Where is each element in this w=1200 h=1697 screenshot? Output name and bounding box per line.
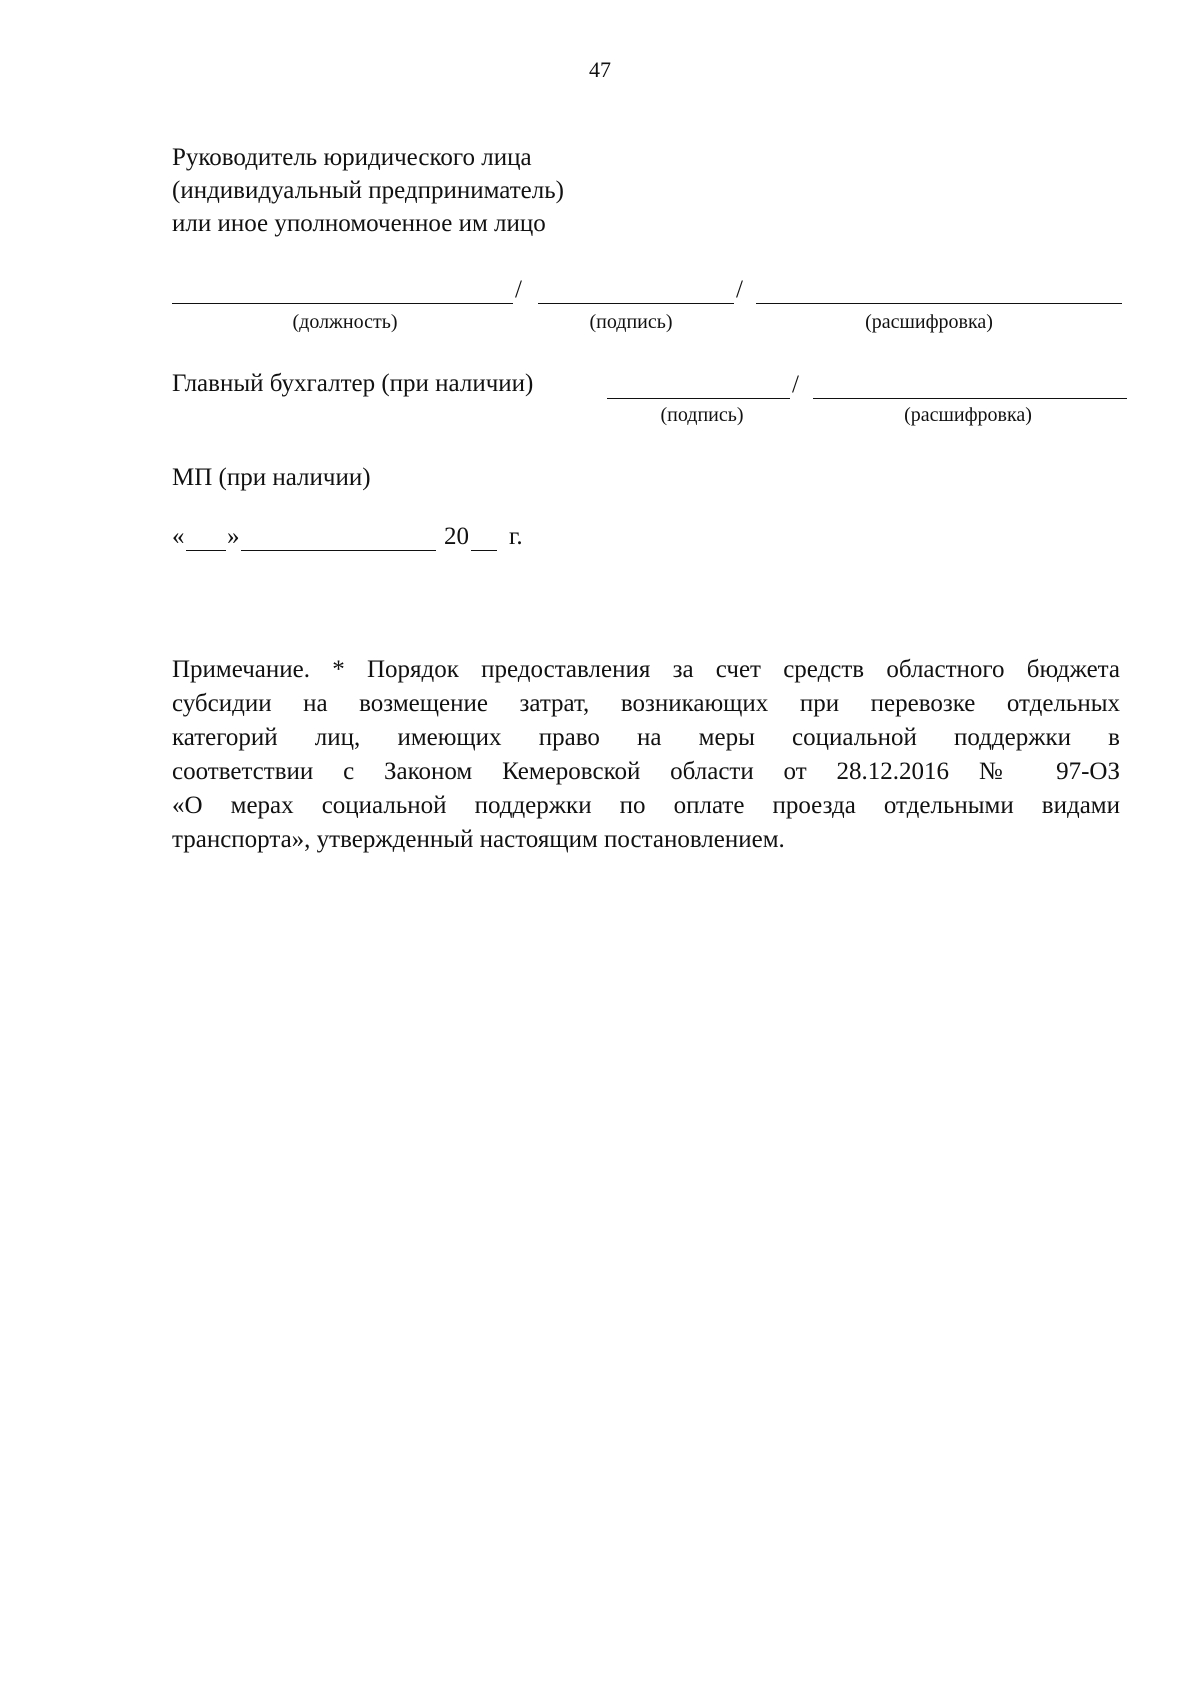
date-open-quote: « (172, 523, 185, 550)
signer-title-line-1: Руководитель юридического лица (172, 144, 532, 171)
position-field[interactable] (172, 277, 513, 304)
year-field[interactable] (471, 524, 497, 551)
signature-field[interactable] (538, 277, 734, 304)
note-line: соответствии с Законом Кемеровской области от 28.12.2016 № 97-ОЗ (172, 758, 1120, 785)
accountant-signature-field[interactable] (607, 372, 790, 399)
note-line: категорий лиц, имеющих право на меры социальной поддержки в (172, 724, 1120, 751)
position-caption: (должность) (292, 311, 398, 333)
signature-row (172, 277, 1122, 313)
accountant-decoding-field[interactable] (813, 372, 1127, 399)
date-close-quote: » (227, 523, 240, 550)
page-number: 47 (589, 57, 611, 82)
note-line: субсидии на возмещение затрат, возникающих при перевозке отдельных (172, 690, 1120, 717)
separator-slash: / (736, 276, 743, 303)
decoding-field[interactable] (756, 277, 1122, 304)
year-suffix: г. (509, 523, 523, 550)
stamp-label: МП (при наличии) (172, 464, 371, 491)
separator-slash: / (515, 276, 522, 303)
signature-caption: (подпись) (589, 311, 673, 333)
signer-title-line-2: (индивидуальный предприниматель) (172, 177, 564, 204)
month-field[interactable] (241, 524, 436, 551)
signer-title-line-3: или иное уполномоченное им лицо (172, 210, 546, 237)
note-paragraph (172, 653, 1120, 857)
accountant-signature-caption: (подпись) (660, 404, 744, 426)
day-field[interactable] (186, 524, 226, 551)
accountant-decoding-caption: (расшифровка) (904, 404, 1032, 426)
separator-slash: / (792, 371, 799, 398)
signer-title-block (172, 141, 564, 240)
note-line: Примечание. * Порядок предоставления за счет средств областного бюджета (172, 656, 1120, 683)
year-prefix: 20 (444, 523, 469, 550)
accountant-label: Главный бухгалтер (при наличии) (172, 370, 534, 397)
note-line: «О мерах социальной поддержки по оплате проезда отдельными видами (172, 792, 1120, 819)
note-line: транспорта», утвержденный настоящим постановлением. (172, 826, 785, 853)
decoding-caption: (расшифровка) (865, 311, 993, 333)
